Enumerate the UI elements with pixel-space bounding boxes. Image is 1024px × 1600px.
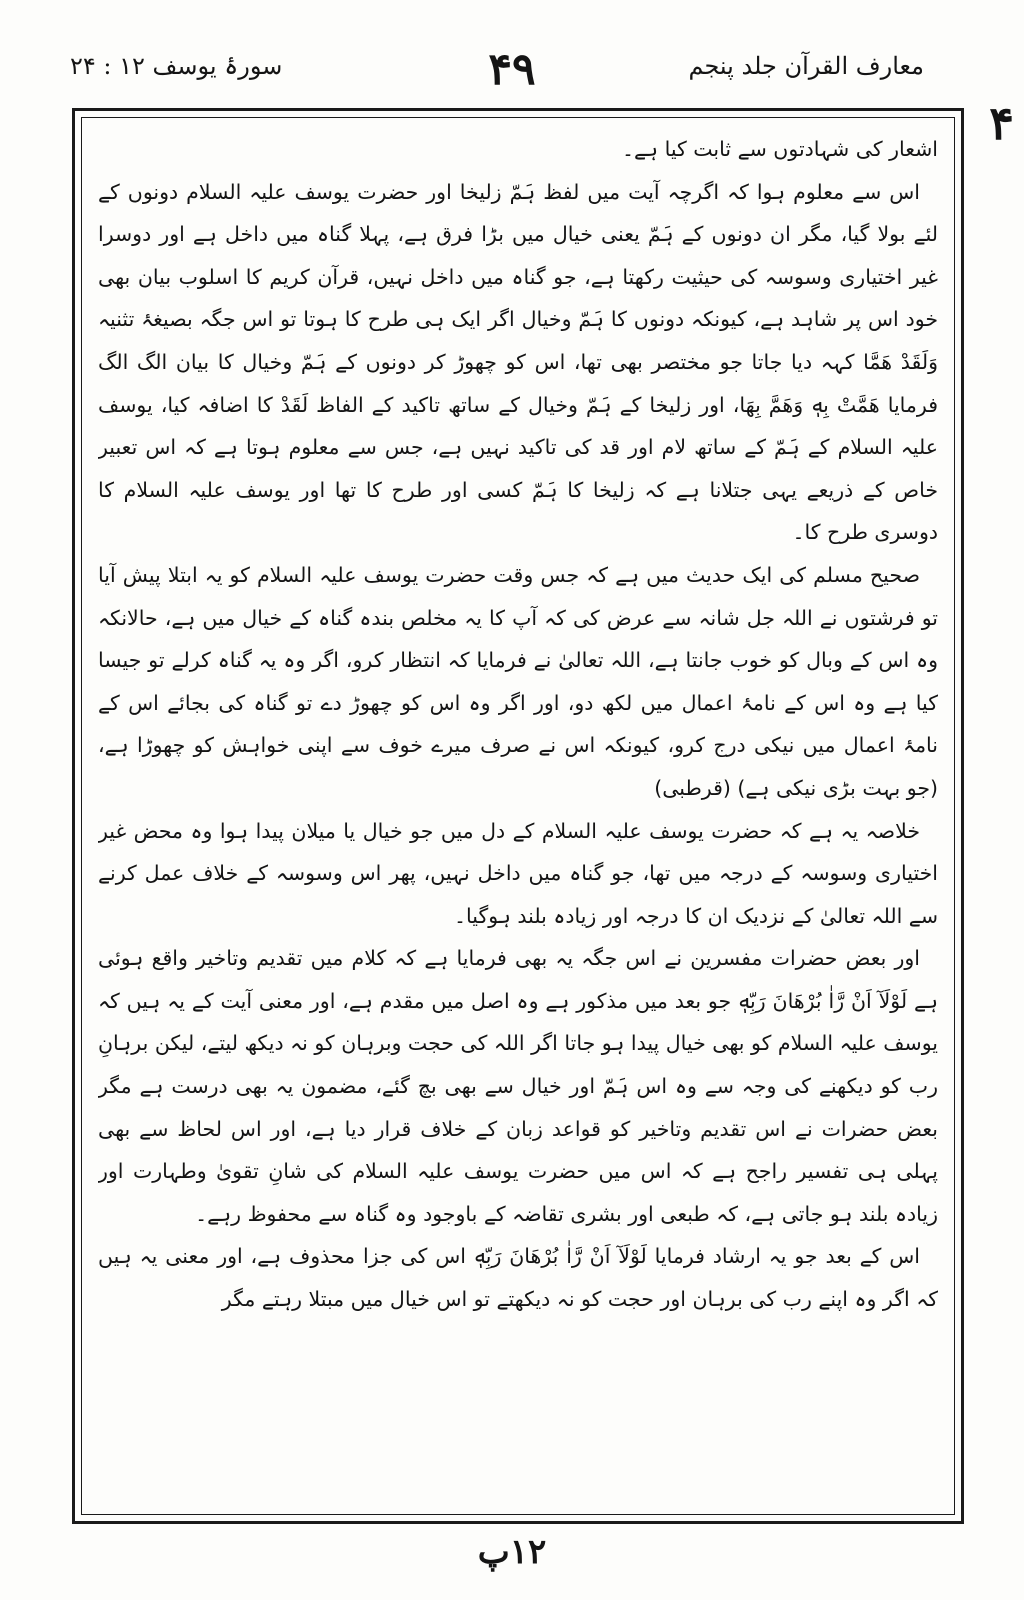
paragraph-5: اور بعض حضرات مفسرین نے اس جگہ یہ بھی فرمایا ہے کہ کلام میں تقدیم وتاخیر واقع ہوئی ہے لَوْلَآ اَنْ رَّاٰ بُرْهَانَ رَبِّهٖ جو بعد میں مذکور ہے وہ اصل میں مقدم ہے، اور معنی آیت کے یہ ہیں کہ یوسف علیہ السلام کو بھی خیال پیدا ہو جاتا اگر اللہ کی حجت وبرہان کو نہ دیکھ لیتے، لیکن برہانِ رب کو دیکھنے کی وجہ سے وہ اس ہَمّ اور خیال سے بھی بچ گئے، مضمون یہ بھی درست ہے مگر بعض حضرات نے اس تقدیم وتاخیر کو قواعد زبان کے خلاف قرار دیا ہے، اور اس لحاظ سے بھی پہلی ہی تفسیر راجح ہے کہ اس میں حضرت یوسف علیہ السلام کی شانِ تقویٰ وطہارت اور زیادہ بلند ہو جاتی ہے، کہ طبعی اور بشری تقاضہ کے باوجود وہ گناہ سے محفوظ رہے۔ <box>98 946 938 1226</box>
paragraph-6: اس کے بعد جو یہ ارشاد فرمایا لَوْلَآ اَنْ رَّاٰ بُرْهَانَ رَبِّهٖ اس کی جزا محذوف ہے، اور معنی یہ ہیں کہ اگر وہ اپنے رب کی برہان اور حجت کو نہ دیکھتے تو اس خیال میں مبتلا رہتے مگر <box>98 1244 938 1312</box>
paragraph-4: خلاصہ یہ ہے کہ حضرت یوسف علیہ السلام کے دل میں جو خیال یا میلان پیدا ہوا وہ محض غیر اختیاری وسوسہ کے درجہ میں تھا، جو گناہ میں داخل نہیں، پھر اس وسوسہ کے خلاف عمل کرنے سے اللہ تعالیٰ کے نزدیک ان کا درجہ اور زیادہ بلند ہوگیا۔ <box>98 818 938 928</box>
paragraph-1: اشعار کی شہادتوں سے ثابت کیا ہے۔ <box>622 137 938 161</box>
paragraph-3: صحیح مسلم کی ایک حدیث میں ہے کہ جس وقت حضرت یوسف علیہ السلام کو یہ ابتلا پیش آیا تو فرشتوں نے اللہ جل شانہ سے عرض کی کہ آپ کا یہ مخلص بندہ گناہ کے خیال میں ہے، حالانکہ وہ اس کے وبال کو خوب جانتا ہے، اللہ تعالیٰ نے فرمایا کہ انتظار کرو، اگر وہ یہ گناہ کرلے تو جیسا کیا ہے وہ اس کے نامۂ اعمال میں لکھ دو، اور اگر وہ اس کو چھوڑ دے تو گناہ کی بجائے اس کے نامۂ اعمال میں نیکی درج کرو، کیونکہ اس نے صرف میرے خوف سے اپنی خواہش کو چھوڑا ہے، (جو بہت بڑی نیکی ہے) (قرطبی) <box>98 562 938 800</box>
margin-marker: ۴ <box>989 96 1014 150</box>
page-number: ۴۹ <box>488 44 536 95</box>
body-text <box>98 128 938 1508</box>
book-title: معارف القرآن جلد پنجم <box>688 52 924 80</box>
surah-reference: سورۂ یوسف ۱۲ : ۲۴ <box>70 52 283 80</box>
page-footer-signature: ۱۲پ <box>477 1532 547 1572</box>
paragraph-2: اس سے معلوم ہوا کہ اگرچہ آیت میں لفظ ہَمّ زلیخا اور حضرت یوسف علیہ السلام دونوں کے لئے بولا گیا، مگر ان دونوں کے ہَمّ یعنی خیال میں بڑا فرق ہے، پہلا گناہ میں داخل ہے اور دوسرا غیر اختیاری وسوسہ کی حیثیت رکھتا ہے، جو گناہ میں داخل نہیں، قرآن کریم کا اسلوب بیان بھی خود اس پر شاہد ہے، کیونکہ دونوں کا ہَمّ وخیال اگر ایک ہی طرح کا ہوتا تو اس جگہ بصیغۂ تثنیہ وَلَقَدْ هَمَّا کہہ دیا جاتا جو مختصر بھی تھا، اس کو چھوڑ کر دونوں کے ہَمّ وخیال کا بیان الگ الگ فرمایا هَمَّتْ بِهٖ وَهَمَّ بِهَا، اور زلیخا کے ہَمّ وخیال کے ساتھ تاکید کے الفاظ لَقَدْ کا اضافہ کیا، یوسف علیہ السلام کے ہَمّ کے ساتھ لام اور قد کی تاکید نہیں ہے، جس سے معلوم ہوتا ہے کہ اس تعبیر خاص کے ذریعے یہی جتلانا ہے کہ زلیخا کا ہَمّ کسی اور طرح کا تھا اور یوسف علیہ السلام کا دوسری طرح کا۔ <box>98 179 938 545</box>
page-header <box>40 44 984 100</box>
